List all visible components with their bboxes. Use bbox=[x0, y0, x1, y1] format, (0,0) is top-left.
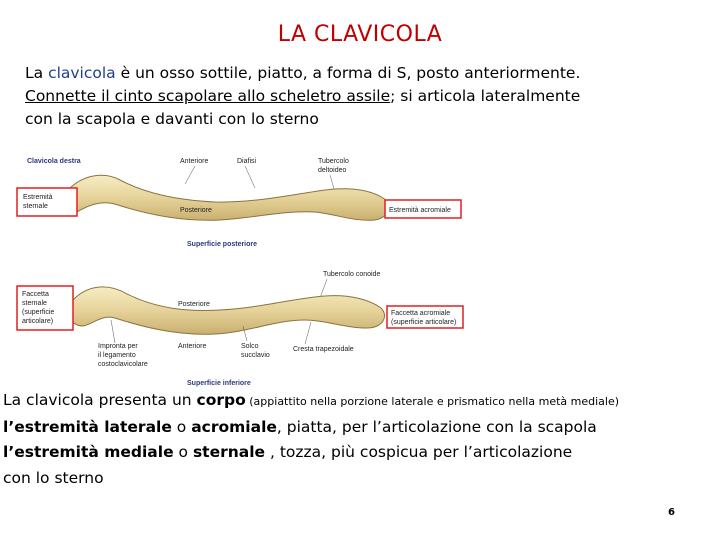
intro-paragraph bbox=[25, 62, 715, 131]
label-estremita-acromiale: Estremità acromiale bbox=[389, 207, 451, 214]
intro-line-1 bbox=[25, 62, 715, 85]
label-anteriore-top: Anteriore bbox=[180, 158, 209, 165]
label-superficie: (superficie bbox=[22, 309, 55, 316]
sternale-term: sternale bbox=[192, 443, 266, 461]
label-impronta: Impronta per bbox=[98, 343, 138, 350]
label-cresta-trapezoidale: Cresta trapezoidale bbox=[293, 346, 354, 353]
page-number: 6 bbox=[668, 507, 675, 518]
desc-text: , tozza, più cospicua per l’articolazione bbox=[265, 443, 573, 461]
label-tubercolo-conoide: Tubercolo conoide bbox=[323, 271, 381, 278]
label-clavicola-destra: Clavicola destra bbox=[27, 158, 81, 165]
clavicle-top-shape bbox=[64, 175, 388, 220]
label-tubercolo: Tubercolo bbox=[318, 158, 349, 165]
estremita-laterale-term: l’estremità laterale bbox=[3, 417, 172, 436]
desc-line-2 bbox=[3, 415, 718, 441]
label-diafisi: Diafisi bbox=[237, 158, 257, 165]
intro-line-2 bbox=[25, 85, 715, 108]
corpo-term: corpo bbox=[196, 391, 246, 409]
label-deltoideo: deltoideo bbox=[318, 167, 347, 174]
estremita-mediale-term: l’estremità mediale bbox=[3, 443, 174, 461]
clavicola-term: clavicola bbox=[48, 64, 116, 82]
label-legamento: il legamento bbox=[98, 352, 136, 359]
label-faccetta-acromiale: Faccetta acromiale bbox=[391, 310, 451, 317]
desc-text: La clavicola presenta un bbox=[3, 391, 197, 409]
label-articolare: articolare) bbox=[22, 318, 54, 325]
label-estremita: Estremità bbox=[23, 194, 53, 201]
acromiale-term: acromiale bbox=[191, 417, 277, 436]
intro-line-3: con la scapola e davanti con lo sterno bbox=[25, 110, 319, 128]
desc-line-1 bbox=[3, 388, 718, 415]
label-solco: Solco bbox=[241, 343, 259, 350]
desc-line-3 bbox=[3, 440, 718, 466]
label-posteriore-bot: Posteriore bbox=[178, 301, 210, 308]
label-anteriore-bot: Anteriore bbox=[178, 343, 207, 350]
label-superficie-posteriore: Superficie posteriore bbox=[187, 241, 258, 248]
label-superficie-articolare: (superficie articolare) bbox=[391, 319, 457, 326]
page-title: LA CLAVICOLA bbox=[277, 22, 443, 47]
label-superficie-inferiore: Superficie inferiore bbox=[187, 380, 251, 387]
label-faccetta: Faccetta bbox=[22, 291, 49, 298]
underlined-phrase: Connette il cinto scapolare allo scheletro assile bbox=[25, 87, 391, 105]
desc-text: , piatta, per l’articolazione con la scapola bbox=[276, 417, 597, 436]
desc-line-4: con lo sterno bbox=[3, 468, 104, 487]
clavicle-illustration bbox=[15, 148, 470, 393]
label-succlavio: succlavio bbox=[241, 352, 270, 359]
intro-text: è un osso sottile, piatto, a forma di S, posto anteriormente. bbox=[115, 64, 581, 82]
intro-text: ; si articola lateralmente bbox=[390, 87, 581, 105]
corpo-note: (appiattito nella porzione laterale e prismatico nella metà mediale) bbox=[245, 395, 620, 408]
intro-text: La bbox=[25, 64, 49, 82]
description-paragraph bbox=[3, 388, 718, 491]
label-sternale: sternale bbox=[23, 203, 48, 210]
label-costoclavicolare: costoclavicolare bbox=[98, 361, 148, 368]
desc-text: o bbox=[173, 443, 193, 461]
clavicle-bottom-shape bbox=[69, 287, 385, 334]
label-posteriore-top: Posteriore bbox=[180, 207, 212, 214]
box-estremita-sternale bbox=[17, 188, 77, 216]
label-sternale-bot: sternale bbox=[22, 300, 47, 307]
desc-text: o bbox=[171, 417, 192, 436]
